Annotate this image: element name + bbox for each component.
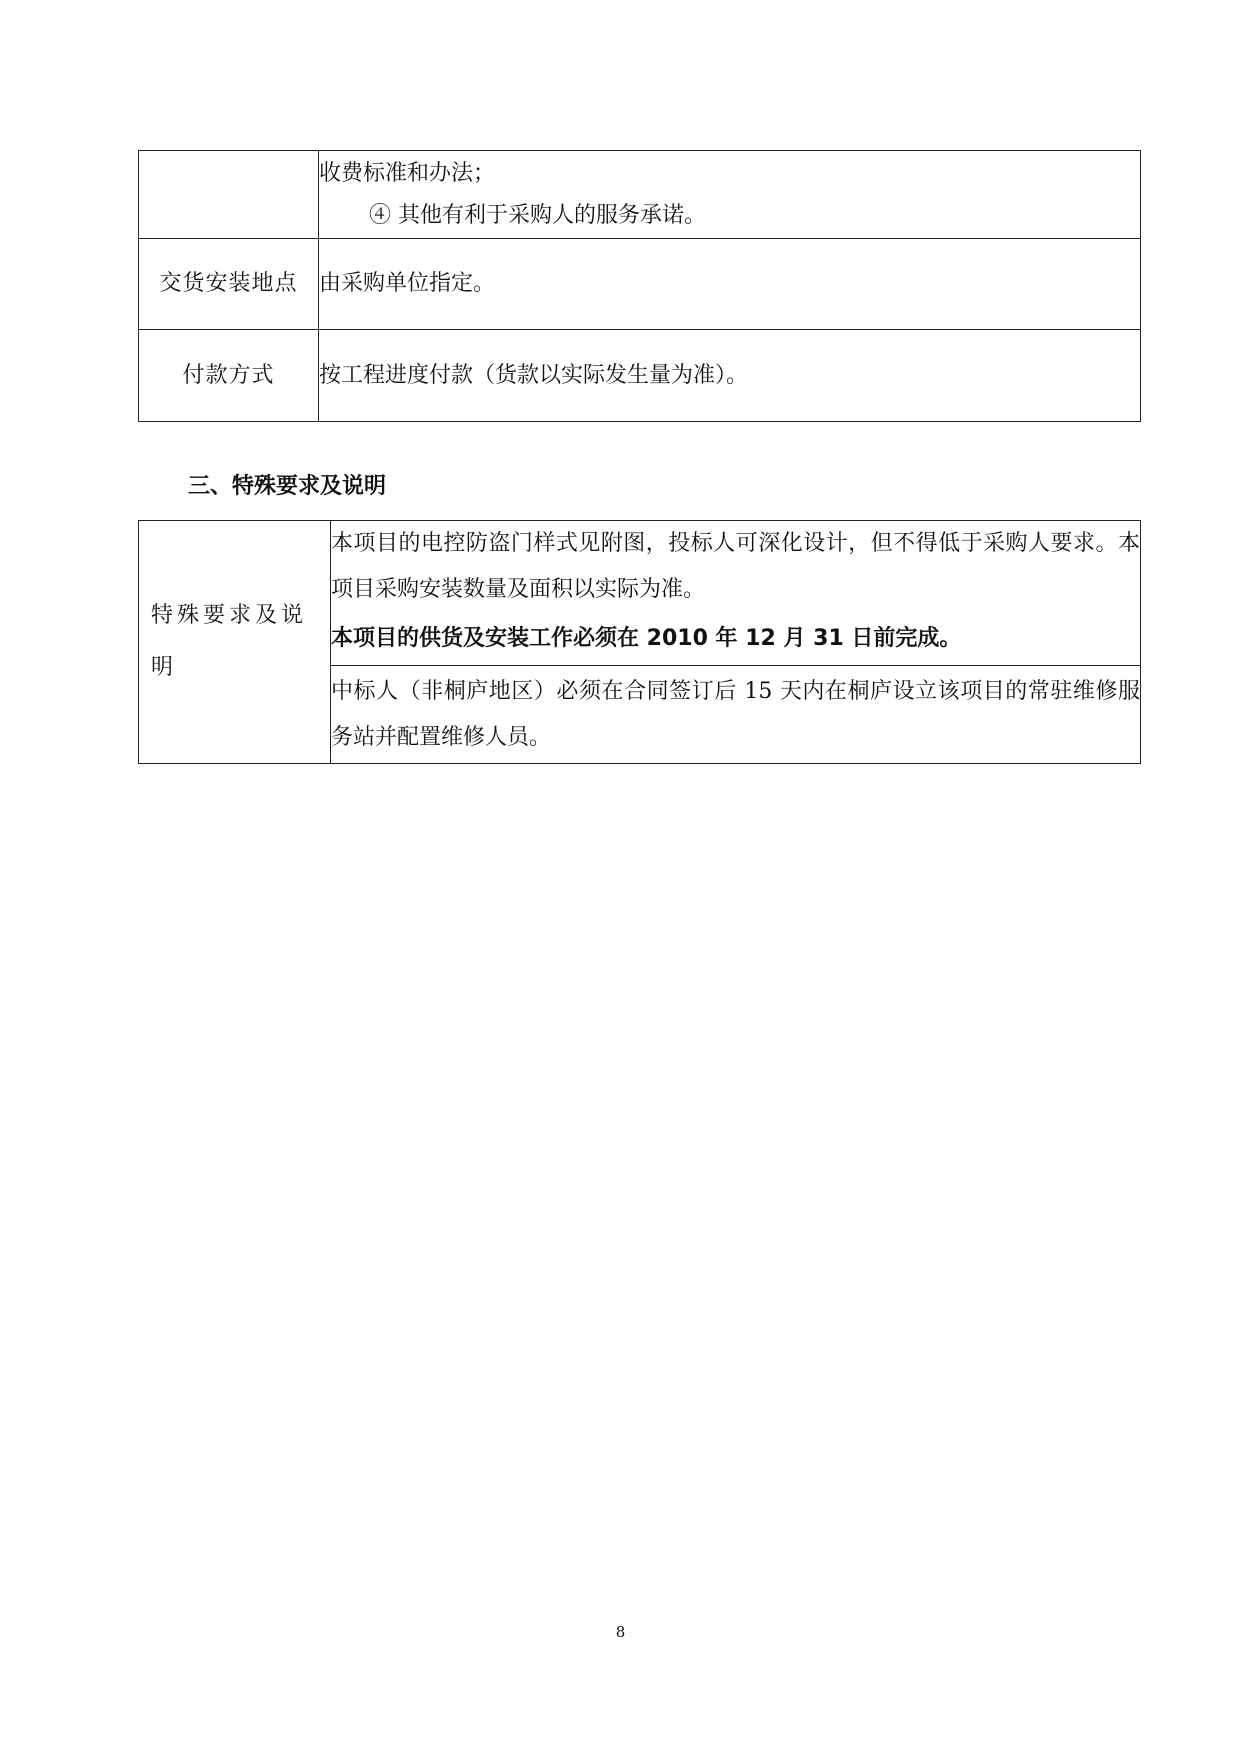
special-requirements-table [138,520,1141,764]
fee-standard-text: 收费标准和办法； [319,160,496,186]
special-requirements-label: 特殊要求及说明 [139,521,331,764]
door-style-cell [331,521,1141,666]
completion-deadline-text: 本项目的供货及安装工作必须在 2010 年 12 月 31 日前完成。 [331,626,962,651]
maintenance-station-cell [331,666,1141,764]
other-commitment-text: ④ 其他有利于采购人的服务承诺。 [369,202,706,228]
payment-method-value: 按工程进度付款（货款以实际发生量为准）。 [319,330,1141,422]
maintenance-station-text: 中标人（非桐庐地区）必须在合同签订后 15 天内在桐庐设立该项目的常驻维修服务站并配置维修人员。 [331,678,1140,750]
table-row [139,239,1141,330]
delivery-location-label: 交货安装地点 [139,239,319,330]
service-commitment-cell [319,151,1141,239]
delivery-location-value: 由采购单位指定。 [319,239,1141,330]
table-row [139,330,1141,422]
table-row [139,521,1141,666]
table-row [139,151,1141,239]
payment-method-label: 付款方式 [139,330,319,422]
requirements-table-continued [138,150,1141,422]
row-label-empty [139,151,319,239]
door-style-text: 本项目的电控防盗门样式见附图，投标人可深化设计，但不得低于采购人要求。本项目采购安装数量及面积以实际为准。 [331,531,1140,602]
page-number: 8 [615,1623,626,1641]
section-heading: 三、特殊要求及说明 [188,474,387,499]
